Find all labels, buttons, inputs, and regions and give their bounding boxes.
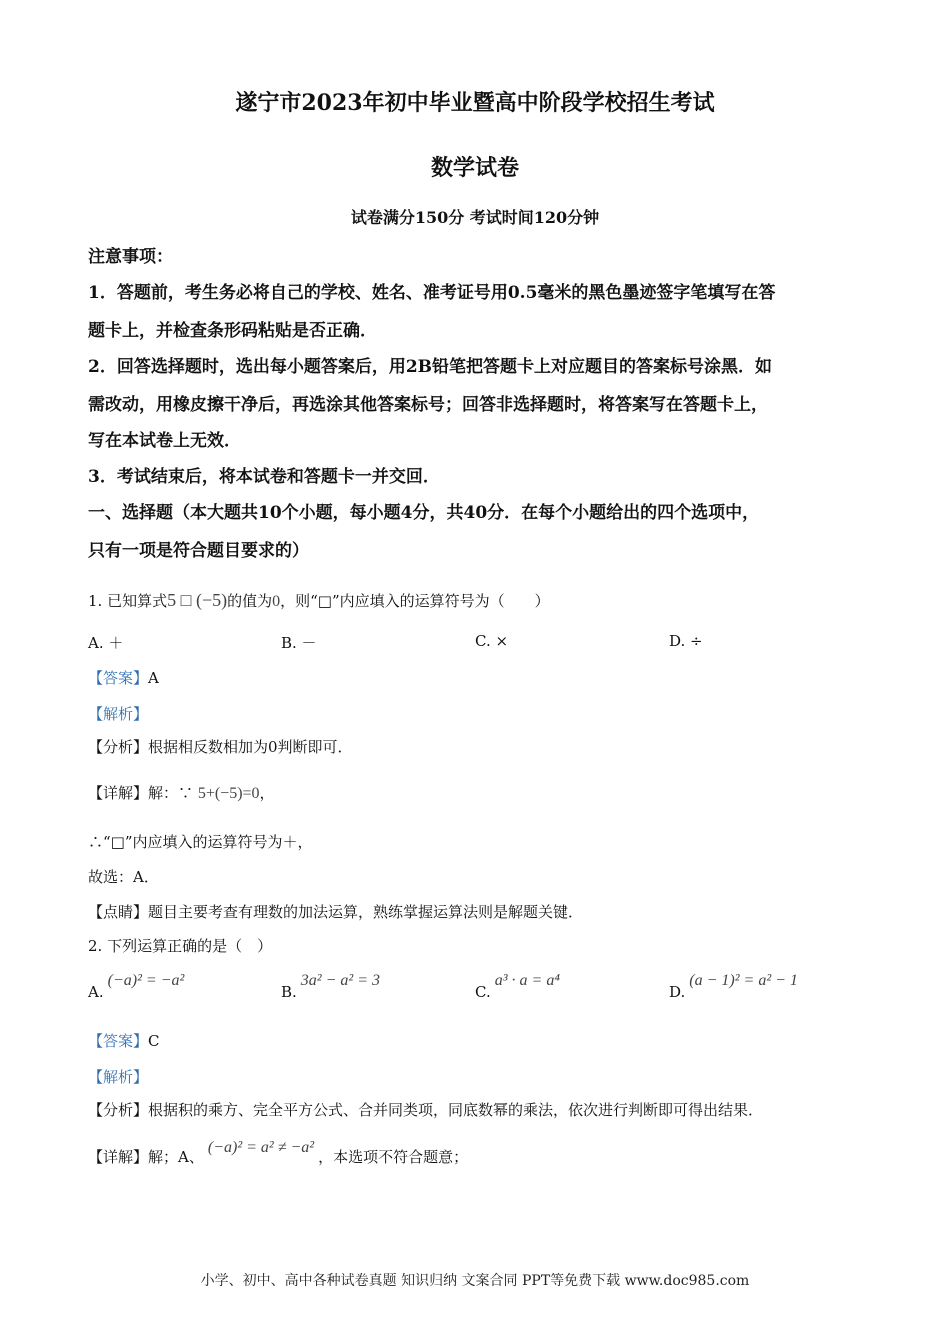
answer-line [88,667,159,688]
math-expression: (a − 1)² = a² − 1 [689,972,798,989]
math-expression: 3a² − a² = 3 [300,972,380,989]
answer-line [88,1030,160,1051]
text: 题目主要考查有理数的加法运算，熟练掌握运算法则是解题关键． [148,903,584,921]
notice-line: 2．回答选择题时，选出每小题答案后，用2B铅笔把答题卡上对应题目的答案标号涂黑．如 [88,357,773,377]
text-line: 故选：A． [88,868,159,886]
option-b: B. － [281,634,317,652]
math-expression: (−a)² = a² ≠ −a² [207,1139,315,1156]
notice-line: 3．考试结束后，将本试卷和答题卡一并交回． [88,467,440,487]
stem-text: 1. 已知算式 [88,592,168,610]
stem-text: 的值为 [227,592,273,610]
question-1-stem [88,590,550,611]
label: C. [475,983,491,1001]
tag: 【详解】 [88,1148,149,1166]
notice-line: 需改动，用橡皮擦干净后，再选涂其他答案标号；回答非选择题时，将答案写在答题卡上， [88,395,768,415]
question-2-stem: 2. 下列运算正确的是（ ） [88,937,273,955]
math-expression: 5+(−5)=0 [197,785,260,802]
answer-value: A [148,669,159,687]
stem-text: ，则“□”内应填入的运算符号为（ ） [280,592,550,610]
notice-line: 1．答题前，考生务必将自己的学校、姓名、准考证号用0.5毫米的黑色墨迹签字笔填写在答 [88,283,776,303]
text: 根据相反数相加为0判断即可． [148,738,353,756]
exam-info: 试卷满分150分 考试时间120分钟 [350,208,600,227]
exam-subtitle: 数学试卷 [430,155,519,181]
math-expression: 5 □ (−5) [167,590,228,610]
label: D. [669,983,686,1001]
exam-title: 遂宁市2023年初中毕业暨高中阶段学校招生考试 [235,90,715,116]
text: 解：∵ [148,784,194,802]
notice-line: 题卡上，并检查条形码粘贴是否正确． [88,321,377,341]
text: 解；A、 [148,1148,204,1166]
tag: 【点睛】 [88,903,149,921]
option-c: C. × [475,632,509,650]
tag: 【分析】 [88,1101,149,1119]
notice-line: 写在本试卷上无效． [88,431,241,451]
text-line: ∴“□”内应填入的运算符号为＋， [88,833,313,851]
option-c [475,972,560,1002]
label: A. [88,983,104,1001]
option-d [669,972,798,1002]
text: ，本选项不符合题意； [318,1148,469,1166]
detail-line [88,782,275,803]
math-expression: a³ · a = a⁴ [494,972,560,989]
tag: 【分析】 [88,738,149,756]
option-b [281,972,380,1002]
option-a [88,972,185,1002]
answer-tag: 【答案】 [88,669,149,687]
notice-heading: 注意事项： [88,247,173,267]
analysis-tag: 【解析】 [88,705,149,723]
text: ， [259,784,275,802]
option-d: D. ÷ [669,632,703,650]
section-heading: 一、选择题（本大题共10个小题，每小题4分，共40分．在每个小题给出的四个选项中， [88,503,760,523]
section-heading: 只有一项是符合题目要求的） [88,541,309,561]
option-a: A. ＋ [88,634,124,652]
fenxi-line [88,1099,763,1120]
text: 根据积的乘方、完全平方公式、合并同类项，同底数幂的乘法，依次进行判断即可得出结果． [148,1101,764,1119]
fenxi-line [88,736,353,757]
analysis-tag: 【解析】 [88,1068,149,1086]
answer-value: C [148,1032,160,1050]
math-expression: (−a)² = −a² [107,972,185,989]
tag: 【详解】 [88,784,149,802]
detail-line [88,1139,469,1167]
math-expression: 0 [272,593,281,610]
label: B. [281,983,297,1001]
answer-tag: 【答案】 [88,1032,149,1050]
dianjing-line [88,901,583,922]
page-footer: 小学、初中、高中各种试卷真题 知识归纳 文案合同 PPT等免费下载 www.doc985.com [200,1273,750,1289]
